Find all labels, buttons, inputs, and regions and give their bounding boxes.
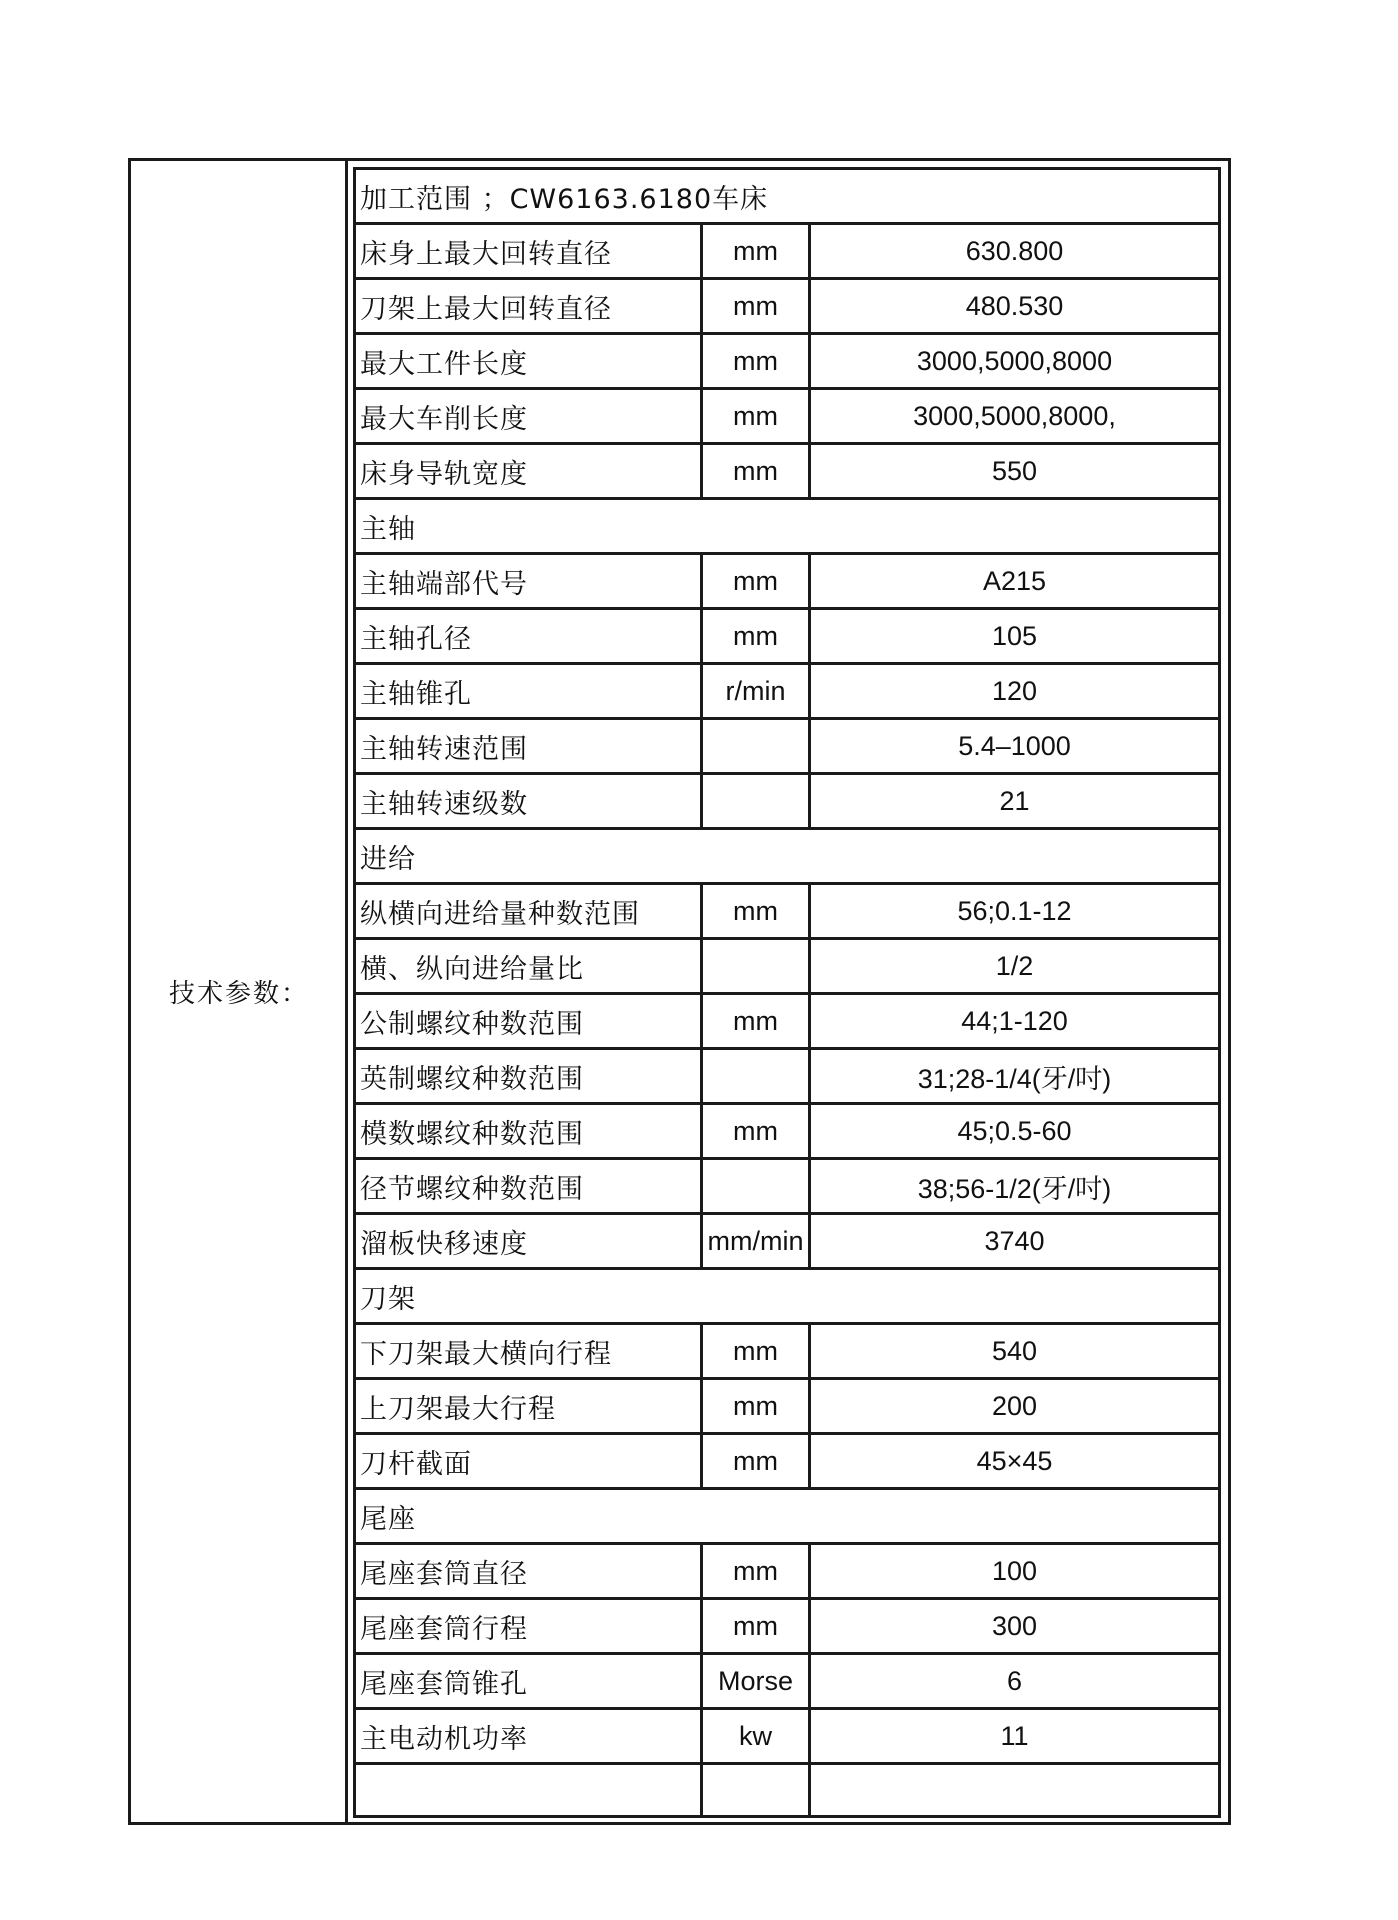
param-name: 下刀架最大横向行程 bbox=[356, 1325, 703, 1377]
param-unit: mm bbox=[703, 1105, 811, 1157]
param-value: 45;0.5-60 bbox=[957, 1115, 1072, 1146]
table-row bbox=[356, 885, 1218, 940]
table-title-row bbox=[356, 170, 1218, 225]
param-name: 主轴转速范围 bbox=[356, 720, 703, 772]
spec-table bbox=[353, 167, 1221, 1818]
param-name bbox=[356, 1765, 703, 1815]
param-name: 模数螺纹种数范围 bbox=[356, 1105, 703, 1157]
spec-sheet-frame bbox=[128, 158, 1231, 1825]
param-name: 床身上最大回转直径 bbox=[356, 225, 703, 277]
param-value: 100 bbox=[991, 1555, 1038, 1586]
table-row bbox=[356, 665, 1218, 720]
section-header: 尾座 bbox=[360, 1503, 416, 1535]
param-unit bbox=[703, 940, 811, 992]
param-unit: mm bbox=[703, 1545, 811, 1597]
param-value: 200 bbox=[991, 1390, 1038, 1421]
param-value: 38;56-1/2(牙/吋) bbox=[917, 1173, 1112, 1204]
param-value: 120 bbox=[991, 675, 1038, 706]
param-value: 300 bbox=[991, 1610, 1038, 1641]
table-row bbox=[356, 1215, 1218, 1270]
param-value: 3000,5000,8000, bbox=[913, 400, 1116, 431]
param-name: 纵横向进给量种数范围 bbox=[356, 885, 703, 937]
param-value: 44;1-120 bbox=[961, 1005, 1068, 1036]
param-unit: mm bbox=[703, 280, 811, 332]
param-name: 床身导轨宽度 bbox=[356, 445, 703, 497]
table-row bbox=[356, 1545, 1218, 1600]
param-value bbox=[811, 1765, 1218, 1815]
param-name: 公制螺纹种数范围 bbox=[356, 995, 703, 1047]
section-header-row bbox=[356, 1270, 1218, 1325]
param-unit: Morse bbox=[703, 1655, 811, 1707]
param-value: A215 bbox=[982, 565, 1047, 596]
param-unit bbox=[703, 720, 811, 772]
param-value: 45×45 bbox=[976, 1445, 1053, 1476]
param-unit: mm bbox=[703, 1600, 811, 1652]
param-unit: mm bbox=[703, 610, 811, 662]
section-header-row bbox=[356, 1490, 1218, 1545]
table-row bbox=[356, 940, 1218, 995]
param-name: 英制螺纹种数范围 bbox=[356, 1050, 703, 1102]
param-name: 尾座套筒行程 bbox=[356, 1600, 703, 1652]
param-value: 550 bbox=[991, 455, 1038, 486]
section-header: 进给 bbox=[360, 843, 416, 875]
table-row bbox=[356, 445, 1218, 500]
section-header: 刀架 bbox=[360, 1283, 416, 1315]
param-name: 刀架上最大回转直径 bbox=[356, 280, 703, 332]
param-unit bbox=[703, 1160, 811, 1212]
table-row bbox=[356, 1105, 1218, 1160]
table-row bbox=[356, 1050, 1218, 1105]
param-unit: mm bbox=[703, 555, 811, 607]
param-name: 主轴转速级数 bbox=[356, 775, 703, 827]
param-unit: mm bbox=[703, 335, 811, 387]
table-row bbox=[356, 335, 1218, 390]
param-value: 3740 bbox=[984, 1225, 1045, 1256]
section-header: 主轴 bbox=[360, 513, 416, 545]
param-unit: mm bbox=[703, 390, 811, 442]
param-unit: r/min bbox=[703, 665, 811, 717]
param-name: 刀杆截面 bbox=[356, 1435, 703, 1487]
param-unit: mm bbox=[703, 1435, 811, 1487]
section-label: 技术参数： bbox=[169, 979, 310, 1009]
table-row bbox=[356, 1710, 1218, 1765]
param-unit: mm bbox=[703, 1380, 811, 1432]
section-header-row bbox=[356, 830, 1218, 885]
param-unit bbox=[703, 1050, 811, 1102]
param-name: 尾座套筒锥孔 bbox=[356, 1655, 703, 1707]
param-value: 1/2 bbox=[995, 950, 1034, 981]
table-row bbox=[356, 995, 1218, 1050]
param-value: 56;0.1-12 bbox=[957, 895, 1072, 926]
table-row bbox=[356, 1435, 1218, 1490]
param-name: 横、纵向进给量比 bbox=[356, 940, 703, 992]
table-row bbox=[356, 1765, 1218, 1815]
table-row bbox=[356, 610, 1218, 665]
table-title: 加工范围 ；CW6163.6180车床 bbox=[360, 183, 769, 215]
param-name: 主电动机功率 bbox=[356, 1710, 703, 1762]
param-value: 105 bbox=[991, 620, 1038, 651]
param-unit: mm/min bbox=[703, 1215, 811, 1267]
param-name: 径节螺纹种数范围 bbox=[356, 1160, 703, 1212]
param-name: 溜板快移速度 bbox=[356, 1215, 703, 1267]
param-value: 480.530 bbox=[965, 290, 1064, 321]
param-unit: mm bbox=[703, 445, 811, 497]
table-row bbox=[356, 555, 1218, 610]
param-value: 11 bbox=[1000, 1720, 1029, 1751]
param-value: 630.800 bbox=[965, 235, 1064, 266]
param-value: 31;28-1/4(牙/吋) bbox=[917, 1063, 1112, 1094]
table-row bbox=[356, 1600, 1218, 1655]
param-value: 540 bbox=[991, 1335, 1038, 1366]
param-name: 主轴锥孔 bbox=[356, 665, 703, 717]
param-name: 最大车削长度 bbox=[356, 390, 703, 442]
param-value: 6 bbox=[1006, 1665, 1023, 1696]
param-unit: mm bbox=[703, 1325, 811, 1377]
param-unit bbox=[703, 775, 811, 827]
param-value: 5.4–1000 bbox=[958, 730, 1071, 761]
table-row bbox=[356, 1160, 1218, 1215]
param-unit: mm bbox=[703, 885, 811, 937]
param-unit bbox=[703, 1765, 811, 1815]
param-unit: mm bbox=[703, 995, 811, 1047]
table-row bbox=[356, 1325, 1218, 1380]
param-name: 最大工件长度 bbox=[356, 335, 703, 387]
table-row bbox=[356, 720, 1218, 775]
param-name: 尾座套筒直径 bbox=[356, 1545, 703, 1597]
param-name: 上刀架最大行程 bbox=[356, 1380, 703, 1432]
table-row bbox=[356, 390, 1218, 445]
section-header-row bbox=[356, 500, 1218, 555]
param-unit: mm bbox=[703, 225, 811, 277]
table-row bbox=[356, 1655, 1218, 1710]
table-row bbox=[356, 225, 1218, 280]
table-row bbox=[356, 280, 1218, 335]
param-value: 21 bbox=[999, 785, 1030, 816]
section-label-column bbox=[131, 161, 348, 1822]
param-unit: kw bbox=[703, 1710, 811, 1762]
param-name: 主轴端部代号 bbox=[356, 555, 703, 607]
param-name: 主轴孔径 bbox=[356, 610, 703, 662]
table-row bbox=[356, 775, 1218, 830]
param-value: 3000,5000,8000 bbox=[916, 345, 1113, 376]
table-row bbox=[356, 1380, 1218, 1435]
